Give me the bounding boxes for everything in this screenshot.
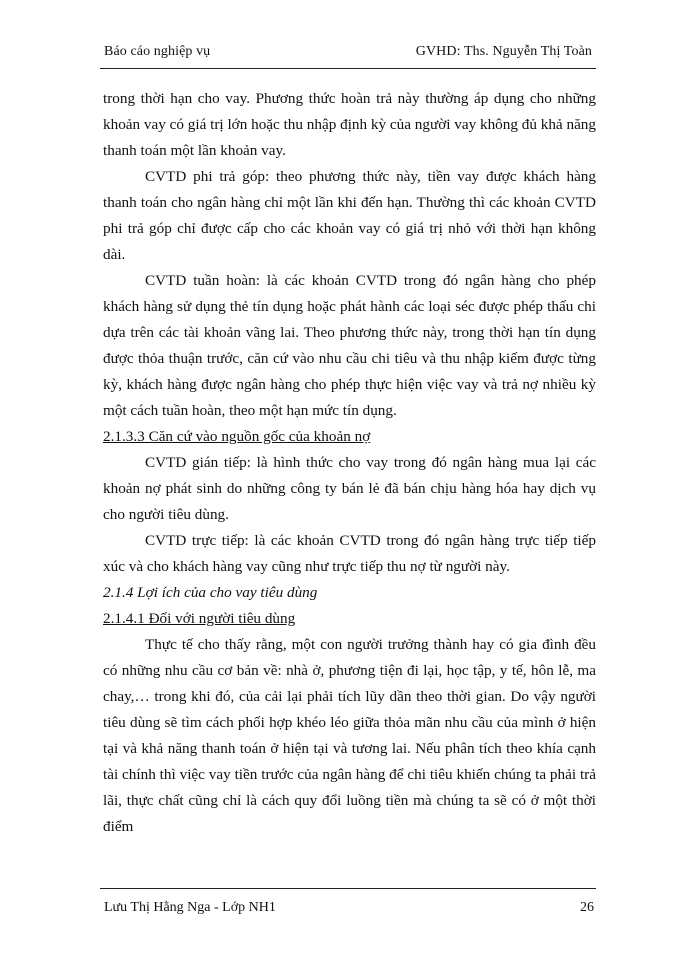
paragraph-continuation: trong thời hạn cho vay. Phương thức hoàn trả này thường áp dụng cho những khoản vay có giá trị lớn hoặc thu nhập định kỳ của người vay không đủ khả năng thanh toán một lần khoản vay.: [103, 90, 596, 159]
header-report-title: Báo cáo nghiệp vụ: [104, 44, 211, 59]
footer-author: Lưu Thị Hằng Nga - Lớp NH1: [104, 900, 276, 915]
page-header: [104, 44, 592, 60]
page-body: [103, 86, 596, 840]
paragraph-indirect: CVTD gián tiếp: là hình thức cho vay trong đó ngân hàng mua lại các khoản nợ phát sinh do những công ty bán lẻ đã bán chịu hàng hóa hay dịch vụ cho người tiêu dùng.: [103, 454, 596, 523]
page-number: 26: [580, 900, 594, 915]
header-supervisor: GVHD: Ths. Nguyễn Thị Toàn: [415, 44, 592, 59]
page-footer: [104, 900, 594, 916]
paragraph-consumer-benefit: Thực tế cho thấy rằng, một con người trưởng thành hay có gia đình đều có những nhu cầu cơ bản về: nhà ở, phương tiện đi lại, học tập, y tế, hôn lễ, ma chay,… trong khi đó, của cải lại phải tích lũy dần theo thời gian. Do vậy người tiêu dùng sẽ tìm cách phối hợp khéo léo giữa thỏa mãn nhu cầu của mình ở hiện tại và khả năng thanh toán ở hiện tại và tương lai. Nếu phân tích theo khía cạnh tài chính thì việc vay tiền trước của ngân hàng để chi tiêu khiến chúng ta phải trả lãi, thực chất cũng chỉ là cách quy đổi luồng tiền mà chúng ta sẽ có ở một thời điểm: [103, 636, 596, 835]
section-heading-2-1-4: 2.1.4 Lợi ích của cho vay tiêu dùng: [103, 584, 318, 601]
paragraph-revolving: CVTD tuần hoàn: là các khoản CVTD trong đó ngân hàng cho phép khách hàng sử dụng thẻ tín dụng hoặc phát hành các loại séc được phép thấu chi dựa trên các tài khoản vãng lai. Theo phương thức này, trong thời hạn tín dụng được thỏa thuận trước, căn cứ vào nhu cầu chi tiêu và thu nhập kiếm được từng kỳ, khách hàng được ngân hàng cho phép thực hiện việc vay và trả nợ nhiều kỳ một cách tuần hoàn, theo một hạn mức tín dụng.: [103, 272, 596, 419]
footer-rule: [100, 888, 596, 889]
section-heading-2-1-3-3: 2.1.3.3 Căn cứ vào nguồn gốc của khoản nợ: [103, 428, 371, 445]
section-heading-2-1-4-1: 2.1.4.1 Đối với người tiêu dùng: [103, 610, 296, 627]
header-rule: [100, 68, 596, 69]
paragraph-direct: CVTD trực tiếp: là các khoản CVTD trong đó ngân hàng trực tiếp tiếp xúc và cho khách hàng vay cũng như trực tiếp thu nợ từ người này.: [103, 532, 596, 575]
paragraph-non-installment: CVTD phi trả góp: theo phương thức này, tiền vay được khách hàng thanh toán cho ngân hàng chỉ một lần khi đến hạn. Thường thì các khoản CVTD phi trả góp chỉ được cấp cho các khoản vay có giá trị nhỏ với thời hạn không dài.: [103, 168, 596, 263]
